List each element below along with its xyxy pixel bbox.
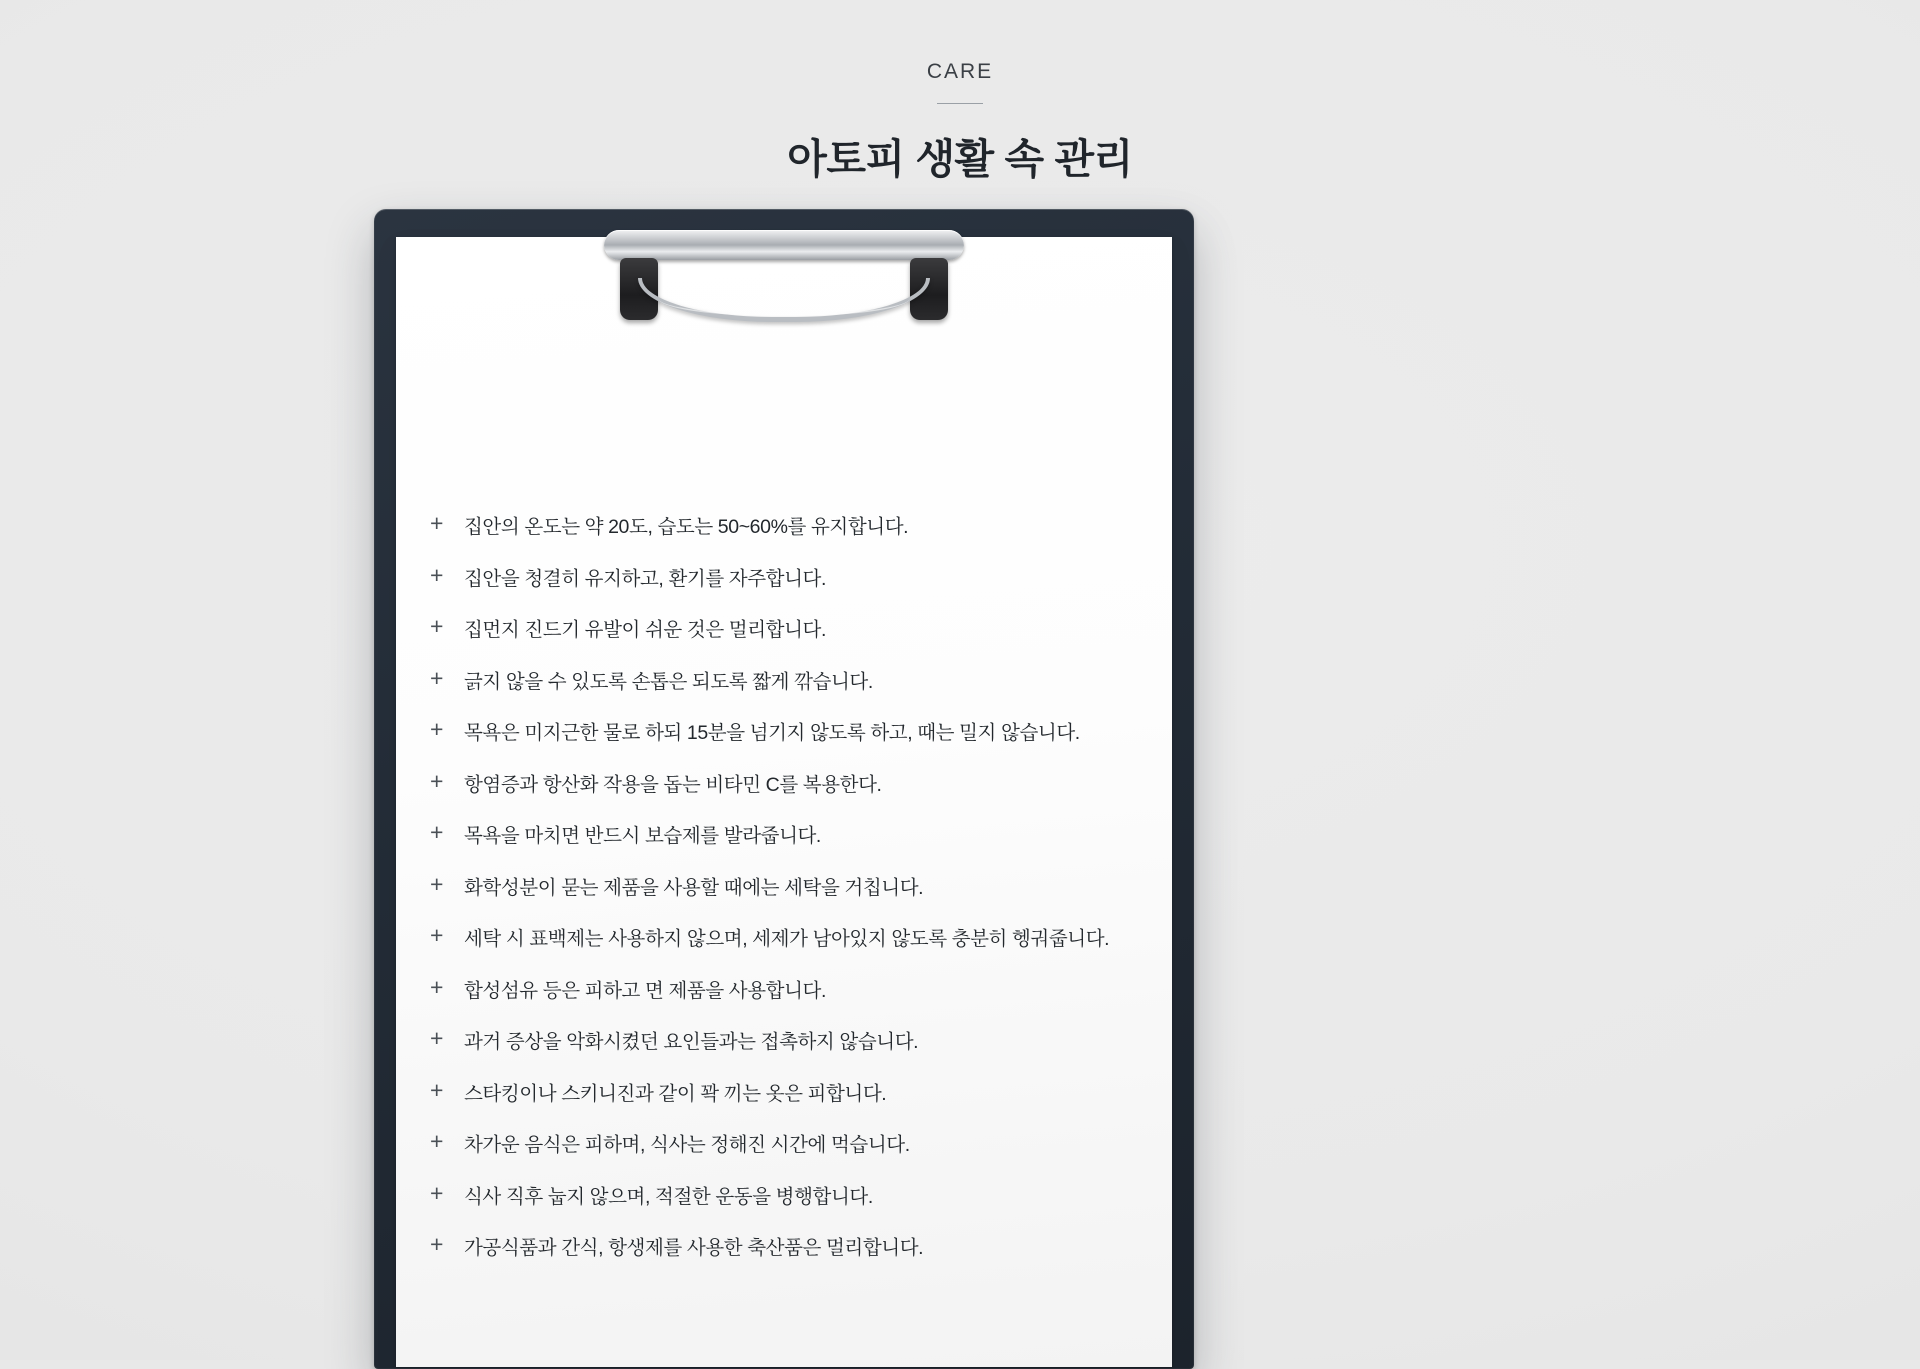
list-item [430, 1181, 1130, 1233]
list-item-text: 목욕은 미지근한 물로 하되 15분을 넘기지 않도록 하고, 때는 밀지 않습니다. [464, 722, 1080, 744]
clip-bar-icon [604, 230, 964, 260]
list-item-text: 화학성분이 묻는 제품을 사용할 때에는 세탁을 거칩니다. [464, 876, 924, 899]
list-item-text: 항염증과 항산화 작용을 돕는 비타민 C를 복용한다. [464, 773, 882, 796]
list-item-text: 스타킹이나 스키니진과 같이 꽉 끼는 옷은 피합니다. [464, 1082, 887, 1105]
list-item [430, 820, 1130, 872]
clipboard-clip [604, 222, 964, 332]
list-item-text: 목욕을 마치면 반드시 보습제를 발라줍니다. [464, 825, 821, 847]
plus-icon: + [430, 819, 444, 845]
list-item-text: 가공식품과 간식, 항생제를 사용한 축산품은 멀리합니다. [464, 1237, 924, 1259]
clipboard [374, 209, 1194, 1369]
list-item-text: 긁지 않을 수 있도록 손톱은 되도록 짧게 깎습니다. [464, 670, 873, 693]
plus-icon: + [430, 613, 444, 639]
plus-icon: + [430, 973, 444, 1000]
list-item [430, 1026, 1130, 1078]
plus-icon: + [430, 510, 444, 536]
list-item [430, 923, 1130, 975]
list-item [430, 769, 1130, 821]
plus-icon: + [430, 767, 444, 794]
header-divider [937, 103, 983, 104]
list-item-text: 식사 직후 눕지 않으며, 적절한 운동을 병행합니다. [464, 1185, 873, 1208]
list-item [430, 666, 1130, 718]
list-item [430, 1129, 1130, 1181]
list-item-text: 합성섬유 등은 피하고 면 제품을 사용합니다. [464, 979, 826, 1002]
list-item-text: 차가운 음식은 피하며, 식사는 정해진 시간에 먹습니다. [464, 1134, 910, 1156]
list-item [430, 1232, 1130, 1284]
page-title: 아토피 생활 속 관리 [787, 136, 1133, 182]
care-list [430, 511, 1130, 1284]
page-header [0, 0, 1920, 212]
plus-icon: + [430, 1076, 444, 1103]
plus-icon: + [430, 1179, 444, 1206]
plus-icon: + [430, 922, 444, 948]
list-item [430, 1078, 1130, 1130]
plus-icon: + [430, 1231, 444, 1257]
plus-icon: + [430, 1128, 444, 1154]
list-item-text: 과거 증상을 악화시켰던 요인들과는 접촉하지 않습니다. [464, 1031, 919, 1053]
list-item-text: 세탁 시 표백제는 사용하지 않으며, 세제가 남아있지 않도록 충분히 헹궈줍니다. [464, 928, 1110, 950]
plus-icon: + [430, 561, 444, 588]
list-item [430, 717, 1130, 769]
list-item-text: 집안을 청결히 유지하고, 환기를 자주합니다. [464, 567, 826, 590]
section-eyebrow: CARE [926, 60, 994, 83]
plus-icon: + [430, 716, 444, 742]
list-item [430, 511, 1130, 563]
list-item [430, 614, 1130, 666]
list-item [430, 975, 1130, 1027]
list-item [430, 872, 1130, 924]
plus-icon: + [430, 1025, 444, 1051]
plus-icon: + [430, 664, 444, 691]
plus-icon: + [430, 870, 444, 897]
list-item [430, 563, 1130, 615]
list-item-text: 집안의 온도는 약 20도, 습도는 50~60%를 유지합니다. [464, 516, 909, 538]
list-item-text: 집먼지 진드기 유발이 쉬운 것은 멀리합니다. [464, 619, 826, 641]
